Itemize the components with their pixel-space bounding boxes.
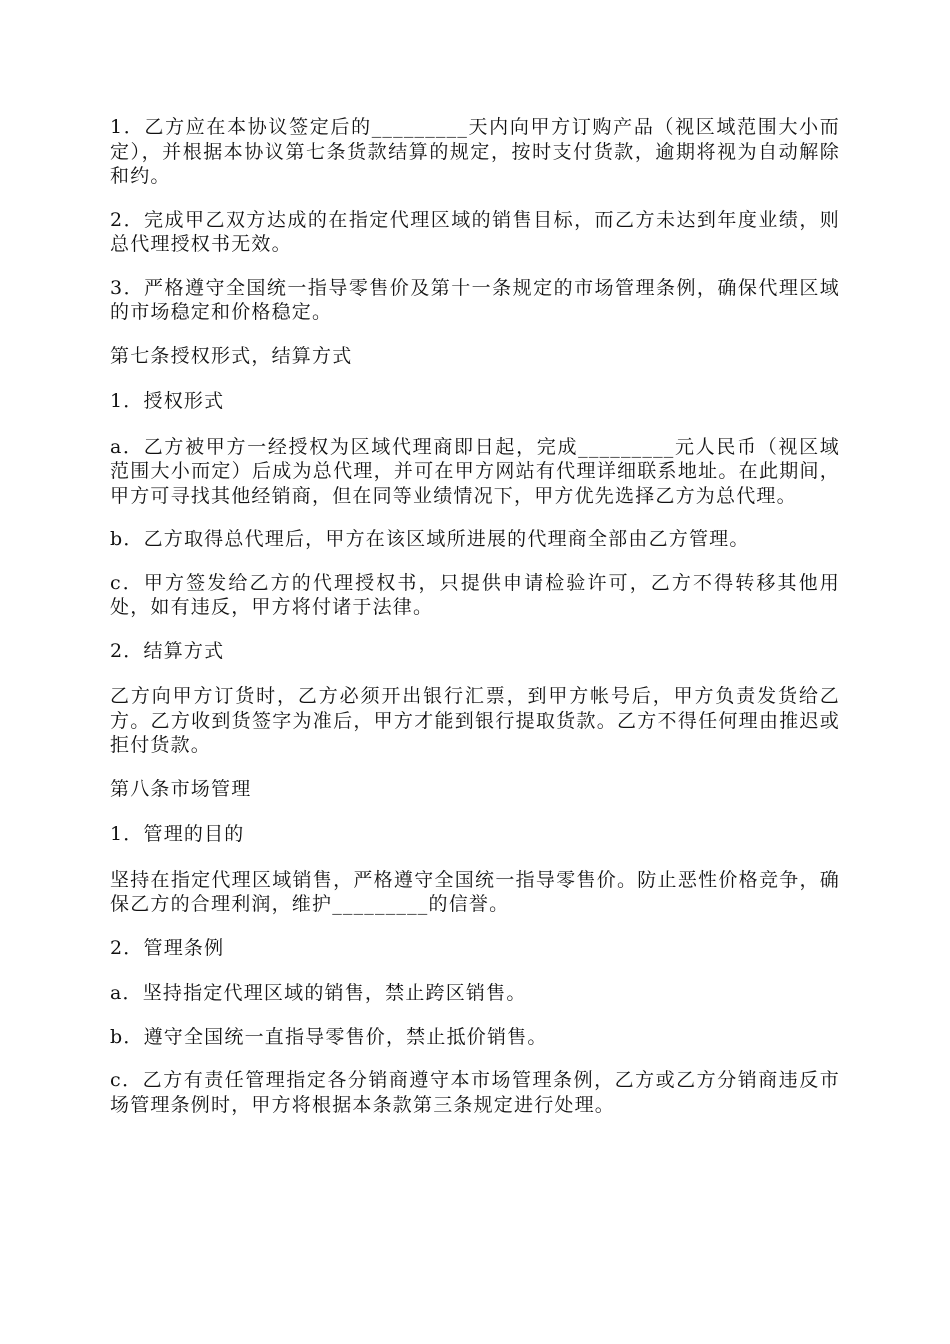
clause-paragraph: c．乙方有责任管理指定各分销商遵守本市场管理条例，乙方或乙方分销商违反市场管理条例时，甲方将根据本条款第三条规定进行处理。 — [110, 1069, 840, 1116]
clause-paragraph: 坚持在指定代理区域销售，严格遵守全国统一指导零售价。防止恶性价格竞争，确保乙方的合理利润，维护_________的信誉。 — [110, 868, 840, 915]
clause-paragraph: 1．乙方应在本协议签定后的_________天内向甲方订购产品（视区域范围大小而定），并根据本协议第七条货款结算的规定，按时支付货款，逾期将视为自动解除和约。 — [110, 116, 840, 187]
section-heading: 2．管理条例 — [110, 936, 225, 959]
clause-paragraph: a．乙方被甲方一经授权为区域代理商即日起，完成_________元人民币（视区域范围大小而定）后成为总代理，并可在甲方网站有代理详细联系地址。在此期间，甲方可寻找其他经销商，但在同等业绩情况下，甲方优先选择乙方为总代理。 — [110, 435, 840, 507]
section-heading: 1．授权形式 — [110, 390, 225, 412]
section-heading: 2．结算方式 — [110, 639, 225, 662]
clause-paragraph: b．乙方取得总代理后，甲方在该区域所进展的代理商全部由乙方管理。 — [110, 528, 750, 550]
article-heading: 第八条市场管理 — [110, 777, 252, 800]
clause-paragraph: 乙方向甲方订货时，乙方必须开出银行汇票，到甲方帐号后，甲方负责发货给乙方。乙方收到货签字为准后，甲方才能到银行提取货款。乙方不得任何理由推迟或拒付货款。 — [110, 685, 840, 756]
document-body — [110, 115, 840, 1136]
clause-paragraph: 3．严格遵守全国统一指导零售价及第十一条规定的市场管理条例，确保代理区域的市场稳定和价格稳定。 — [110, 276, 840, 323]
clause-paragraph: a．坚持指定代理区域的销售，禁止跨区销售。 — [110, 982, 527, 1004]
article-heading: 第七条授权形式，结算方式 — [110, 344, 353, 367]
section-heading: 1．管理的目的 — [110, 823, 245, 845]
clause-paragraph: b．遵守全国统一直指导零售价，禁止抵价销售。 — [110, 1025, 548, 1048]
clause-paragraph: c．甲方签发给乙方的代理授权书，只提供申请检验许可，乙方不得转移其他用处，如有违反，甲方将付诸于法律。 — [110, 571, 840, 618]
clause-paragraph: 2．完成甲乙双方达成的在指定代理区域的销售目标，而乙方未达到年度业绩，则总代理授权书无效。 — [110, 208, 840, 255]
